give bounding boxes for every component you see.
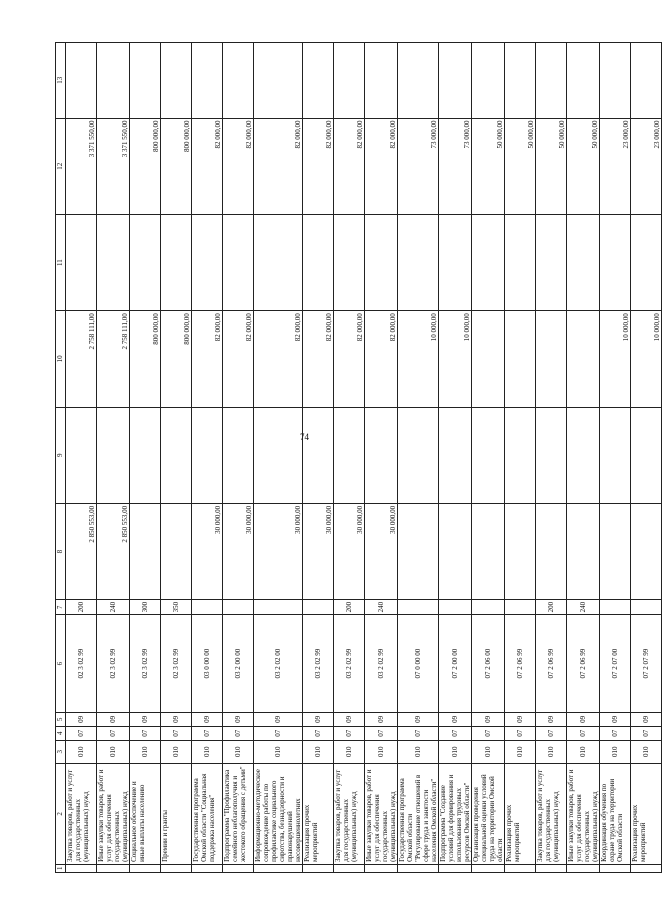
cell-col-3: 010 (303, 740, 334, 763)
cell-col-5: 09 (192, 712, 223, 726)
header-row (56, 43, 66, 873)
cell-col-5: 09 (472, 712, 505, 726)
cell-col-6: 02 3 02 99 (66, 615, 97, 713)
cell-col-12: 800 000,00 (130, 118, 161, 214)
cell-col-7 (223, 600, 254, 615)
cell-col-5: 09 (254, 712, 303, 726)
cell-col-7 (254, 600, 303, 615)
cell-col-5: 09 (567, 712, 600, 726)
cell-col-10: 82 000,00 (254, 311, 303, 407)
cell-col-13 (567, 43, 600, 119)
cell-col-6: 03 0 00 00 (192, 615, 223, 713)
cell-col-9 (303, 407, 334, 503)
cell-col-2: Иные закупки товаров, работ и услуг для обеспечения государственных (муниципальных) нужд (365, 763, 398, 864)
cell-col-4: 07 (97, 726, 130, 740)
cell-col-9 (223, 407, 254, 503)
cell-col-2: Закупка товаров, работ и услуг для государственных (муниципальных) нужд (66, 763, 97, 864)
cell-col-8 (130, 503, 161, 599)
header-cell-12: 12 (56, 118, 66, 214)
header-cell-1: 1 (56, 864, 66, 872)
header-cell-11: 11 (56, 214, 66, 310)
cell-col-2: Организация проведения специальной оценки условий труда на территории Омской области (472, 763, 505, 864)
cell-col-12: 23 000,00 (631, 118, 662, 214)
cell-col-10: 10 000,00 (631, 311, 662, 407)
cell-col-10: 82 000,00 (334, 311, 365, 407)
header-cell-4: 4 (56, 726, 66, 740)
cell-col-3: 010 (365, 740, 398, 763)
table-row (97, 43, 130, 873)
cell-col-1 (254, 864, 303, 872)
table-row (223, 43, 254, 873)
header-cell-13: 13 (56, 43, 66, 119)
cell-col-7 (505, 600, 536, 615)
cell-col-1 (398, 864, 439, 872)
cell-col-9 (505, 407, 536, 503)
cell-col-1 (365, 864, 398, 872)
cell-col-8: 30 000,00 (254, 503, 303, 599)
cell-col-6: 03 2 02 00 (254, 615, 303, 713)
cell-col-7: 200 (66, 600, 97, 615)
cell-col-7 (600, 600, 631, 615)
cell-col-1 (600, 864, 631, 872)
cell-col-6: 07 2 07 00 (600, 615, 631, 713)
cell-col-12: 82 000,00 (303, 118, 334, 214)
cell-col-13 (223, 43, 254, 119)
cell-col-1 (472, 864, 505, 872)
cell-col-10: 800 000,00 (161, 311, 192, 407)
cell-col-2: Подпрограмма "Профилактика семейного неблагополучия и жестокого обращения с детьми" (223, 763, 254, 864)
cell-col-8: 30 000,00 (365, 503, 398, 599)
cell-col-5: 09 (66, 712, 97, 726)
cell-col-11 (192, 214, 223, 310)
cell-col-7: 200 (536, 600, 567, 615)
cell-col-10: 10 000,00 (600, 311, 631, 407)
cell-col-13 (365, 43, 398, 119)
cell-col-8 (439, 503, 472, 599)
cell-col-11 (439, 214, 472, 310)
cell-col-10: 82 000,00 (365, 311, 398, 407)
cell-col-3: 010 (66, 740, 97, 763)
header-cell-3: 3 (56, 740, 66, 763)
cell-col-13 (303, 43, 334, 119)
cell-col-10 (472, 311, 505, 407)
cell-col-6: 03 2 02 99 (334, 615, 365, 713)
cell-col-5: 09 (223, 712, 254, 726)
cell-col-6: 03 2 02 99 (303, 615, 334, 713)
header-cell-6: 6 (56, 615, 66, 713)
cell-col-2: Иные закупки товаров, работ и услуг для обеспечения государственных (муниципальных) нужд (97, 763, 130, 864)
cell-col-1 (439, 864, 472, 872)
cell-col-12: 23 000,00 (600, 118, 631, 214)
header-cell-8: 8 (56, 503, 66, 599)
cell-col-9 (472, 407, 505, 503)
cell-col-2: Закупка товаров, работ и услуг для государственных (муниципальных) нужд (536, 763, 567, 864)
cell-col-12: 82 000,00 (254, 118, 303, 214)
cell-col-13 (472, 43, 505, 119)
cell-col-1 (66, 864, 97, 872)
cell-col-11 (66, 214, 97, 310)
cell-col-5: 09 (303, 712, 334, 726)
cell-col-9 (439, 407, 472, 503)
cell-col-11 (398, 214, 439, 310)
cell-col-13 (631, 43, 662, 119)
table-row (536, 43, 567, 873)
cell-col-10 (567, 311, 600, 407)
cell-col-3: 010 (334, 740, 365, 763)
cell-col-9 (66, 407, 97, 503)
cell-col-1 (631, 864, 662, 872)
cell-col-5: 09 (439, 712, 472, 726)
cell-col-6: 03 2 00 00 (223, 615, 254, 713)
cell-col-6: 07 0 00 00 (398, 615, 439, 713)
cell-col-10 (505, 311, 536, 407)
cell-col-6: 07 2 06 00 (472, 615, 505, 713)
cell-col-3: 010 (536, 740, 567, 763)
table-row (66, 43, 97, 873)
cell-col-9 (161, 407, 192, 503)
cell-col-8 (161, 503, 192, 599)
cell-col-13 (600, 43, 631, 119)
cell-col-9 (536, 407, 567, 503)
cell-col-7 (472, 600, 505, 615)
cell-col-9 (631, 407, 662, 503)
cell-col-2: Иные закупки товаров, работ и услуг для обеспечения государственных (муниципальных) нужд (567, 763, 600, 864)
cell-col-3: 010 (398, 740, 439, 763)
cell-col-6: 07 2 06 99 (536, 615, 567, 713)
cell-col-4: 07 (161, 726, 192, 740)
cell-col-8 (631, 503, 662, 599)
cell-col-1 (161, 864, 192, 872)
cell-col-11 (97, 214, 130, 310)
cell-col-7 (303, 600, 334, 615)
cell-col-4: 07 (192, 726, 223, 740)
cell-col-7: 350 (161, 600, 192, 615)
cell-col-12: 50 000,00 (536, 118, 567, 214)
cell-col-4: 07 (334, 726, 365, 740)
cell-col-5: 09 (97, 712, 130, 726)
cell-col-1 (223, 864, 254, 872)
table-row (472, 43, 505, 873)
cell-col-4: 07 (472, 726, 505, 740)
cell-col-11 (334, 214, 365, 310)
table-row (334, 43, 365, 873)
cell-col-4: 07 (303, 726, 334, 740)
cell-col-13 (97, 43, 130, 119)
cell-col-10: 800 000,00 (130, 311, 161, 407)
cell-col-4: 07 (439, 726, 472, 740)
cell-col-1 (97, 864, 130, 872)
cell-col-10: 2 758 111,00 (97, 311, 130, 407)
cell-col-11 (223, 214, 254, 310)
cell-col-2: Государственная программа Омской области "Социальная поддержка населения" (192, 763, 223, 864)
cell-col-3: 010 (472, 740, 505, 763)
header-cell-10: 10 (56, 311, 66, 407)
cell-col-11 (567, 214, 600, 310)
cell-col-3: 010 (192, 740, 223, 763)
cell-col-13 (334, 43, 365, 119)
cell-col-5: 09 (505, 712, 536, 726)
table-row (567, 43, 600, 873)
cell-col-10: 82 000,00 (303, 311, 334, 407)
cell-col-4: 07 (365, 726, 398, 740)
cell-col-3: 010 (97, 740, 130, 763)
table-row (505, 43, 536, 873)
cell-col-7 (192, 600, 223, 615)
cell-col-7: 200 (334, 600, 365, 615)
cell-col-5: 09 (398, 712, 439, 726)
cell-col-12: 3 371 550,00 (66, 118, 97, 214)
cell-col-5: 09 (334, 712, 365, 726)
cell-col-7 (439, 600, 472, 615)
cell-col-7 (398, 600, 439, 615)
table-body (56, 43, 662, 873)
cell-col-4: 07 (505, 726, 536, 740)
cell-col-9 (398, 407, 439, 503)
cell-col-11 (600, 214, 631, 310)
table-row (303, 43, 334, 873)
cell-col-8: 30 000,00 (223, 503, 254, 599)
table-row (600, 43, 631, 873)
cell-col-4: 07 (536, 726, 567, 740)
cell-col-4: 07 (130, 726, 161, 740)
cell-col-6: 07 2 07 99 (631, 615, 662, 713)
cell-col-5: 09 (536, 712, 567, 726)
cell-col-11 (130, 214, 161, 310)
table-row (161, 43, 192, 873)
table-row (631, 43, 662, 873)
cell-col-1 (303, 864, 334, 872)
cell-col-13 (254, 43, 303, 119)
cell-col-6: 02 3 02 99 (130, 615, 161, 713)
cell-col-2: Реализация прочих мероприятий (303, 763, 334, 864)
cell-col-11 (505, 214, 536, 310)
cell-col-4: 07 (254, 726, 303, 740)
cell-col-9 (365, 407, 398, 503)
cell-col-12: 82 000,00 (223, 118, 254, 214)
cell-col-11 (536, 214, 567, 310)
cell-col-4: 07 (600, 726, 631, 740)
cell-col-2: Закупка товаров, работ и услуг для государственных (муниципальных) нужд (334, 763, 365, 864)
cell-col-10: 10 000,00 (398, 311, 439, 407)
budget-table (55, 42, 662, 873)
cell-col-10: 82 000,00 (223, 311, 254, 407)
cell-col-13 (161, 43, 192, 119)
cell-col-8 (536, 503, 567, 599)
cell-col-2: Подпрограмма "Создание условий для формирования и использования трудовых ресурсов Омской области" (439, 763, 472, 864)
cell-col-1 (536, 864, 567, 872)
cell-col-2: Координация обучения по охране труда на территории Омской области (600, 763, 631, 864)
cell-col-3: 010 (161, 740, 192, 763)
cell-col-5: 09 (130, 712, 161, 726)
cell-col-5: 09 (365, 712, 398, 726)
cell-col-2: Информационно-методическое сопровождение работы по профилактике социального сиротства, безнадзорности и правонарушений несовершеннолетних (254, 763, 303, 864)
cell-col-9 (334, 407, 365, 503)
cell-col-6: 02 3 02 99 (161, 615, 192, 713)
cell-col-3: 010 (600, 740, 631, 763)
cell-col-12: 73 000,00 (398, 118, 439, 214)
cell-col-10: 10 000,00 (439, 311, 472, 407)
cell-col-4: 07 (398, 726, 439, 740)
cell-col-9 (192, 407, 223, 503)
table-row (254, 43, 303, 873)
cell-col-12: 50 000,00 (472, 118, 505, 214)
cell-col-11 (161, 214, 192, 310)
page-number: 74 (300, 432, 309, 442)
cell-col-5: 09 (600, 712, 631, 726)
header-cell-7: 7 (56, 600, 66, 615)
cell-col-4: 07 (631, 726, 662, 740)
cell-col-3: 010 (130, 740, 161, 763)
rotated-budget-table-container (55, 42, 661, 873)
header-cell-9: 9 (56, 407, 66, 503)
cell-col-4: 07 (567, 726, 600, 740)
cell-col-13 (192, 43, 223, 119)
cell-col-3: 010 (223, 740, 254, 763)
cell-col-12: 73 000,00 (439, 118, 472, 214)
cell-col-1 (130, 864, 161, 872)
cell-col-12: 82 000,00 (334, 118, 365, 214)
cell-col-11 (365, 214, 398, 310)
table-row (192, 43, 223, 873)
cell-col-1 (192, 864, 223, 872)
cell-col-4: 07 (223, 726, 254, 740)
cell-col-3: 010 (505, 740, 536, 763)
cell-col-8: 30 000,00 (334, 503, 365, 599)
cell-col-6: 03 2 02 99 (365, 615, 398, 713)
cell-col-6: 07 2 06 99 (505, 615, 536, 713)
cell-col-1 (567, 864, 600, 872)
cell-col-10 (536, 311, 567, 407)
cell-col-8 (567, 503, 600, 599)
cell-col-8: 30 000,00 (192, 503, 223, 599)
header-cell-5: 5 (56, 712, 66, 726)
cell-col-2: Премии и гранты (161, 763, 192, 864)
cell-col-9 (130, 407, 161, 503)
cell-col-7 (631, 600, 662, 615)
cell-col-6: 07 2 00 00 (439, 615, 472, 713)
cell-col-7: 300 (130, 600, 161, 615)
cell-col-6: 07 2 06 99 (567, 615, 600, 713)
cell-col-12: 50 000,00 (567, 118, 600, 214)
cell-col-11 (631, 214, 662, 310)
cell-col-12: 82 000,00 (192, 118, 223, 214)
header-cell-2: 2 (56, 763, 66, 864)
cell-col-3: 010 (631, 740, 662, 763)
cell-col-3: 010 (567, 740, 600, 763)
cell-col-1 (505, 864, 536, 872)
cell-col-7: 240 (567, 600, 600, 615)
cell-col-7: 240 (365, 600, 398, 615)
cell-col-13 (536, 43, 567, 119)
cell-col-12: 800 000,00 (161, 118, 192, 214)
cell-col-13 (398, 43, 439, 119)
cell-col-8: 30 000,00 (303, 503, 334, 599)
cell-col-2: Социальное обеспечение и иные выплаты населению (130, 763, 161, 864)
cell-col-4: 07 (66, 726, 97, 740)
cell-col-2: Реализация прочих мероприятий (631, 763, 662, 864)
cell-col-12: 50 000,00 (505, 118, 536, 214)
table-row (439, 43, 472, 873)
cell-col-8: 2 850 553,00 (66, 503, 97, 599)
cell-col-2: Реализация прочих мероприятий (505, 763, 536, 864)
cell-col-11 (472, 214, 505, 310)
cell-col-13 (66, 43, 97, 119)
cell-col-13 (130, 43, 161, 119)
cell-col-11 (254, 214, 303, 310)
cell-col-8 (505, 503, 536, 599)
table-row (398, 43, 439, 873)
cell-col-6: 02 3 02 99 (97, 615, 130, 713)
table-row (365, 43, 398, 873)
cell-col-7: 240 (97, 600, 130, 615)
cell-col-8 (600, 503, 631, 599)
cell-col-2: Государственная программа Омской области "Регулирование отношений в сфере труда и занятости населения Омской области" (398, 763, 439, 864)
cell-col-8 (398, 503, 439, 599)
cell-col-9 (600, 407, 631, 503)
cell-col-1 (334, 864, 365, 872)
cell-col-10: 82 000,00 (192, 311, 223, 407)
cell-col-12: 82 000,00 (365, 118, 398, 214)
cell-col-8 (472, 503, 505, 599)
cell-col-9 (97, 407, 130, 503)
cell-col-9 (254, 407, 303, 503)
cell-col-3: 010 (254, 740, 303, 763)
cell-col-13 (439, 43, 472, 119)
cell-col-10: 2 758 111,00 (66, 311, 97, 407)
cell-col-5: 09 (631, 712, 662, 726)
cell-col-8: 2 850 553,00 (97, 503, 130, 599)
cell-col-5: 09 (161, 712, 192, 726)
cell-col-12: 3 371 550,00 (97, 118, 130, 214)
cell-col-11 (303, 214, 334, 310)
cell-col-3: 010 (439, 740, 472, 763)
cell-col-13 (505, 43, 536, 119)
table-row (130, 43, 161, 873)
cell-col-9 (567, 407, 600, 503)
